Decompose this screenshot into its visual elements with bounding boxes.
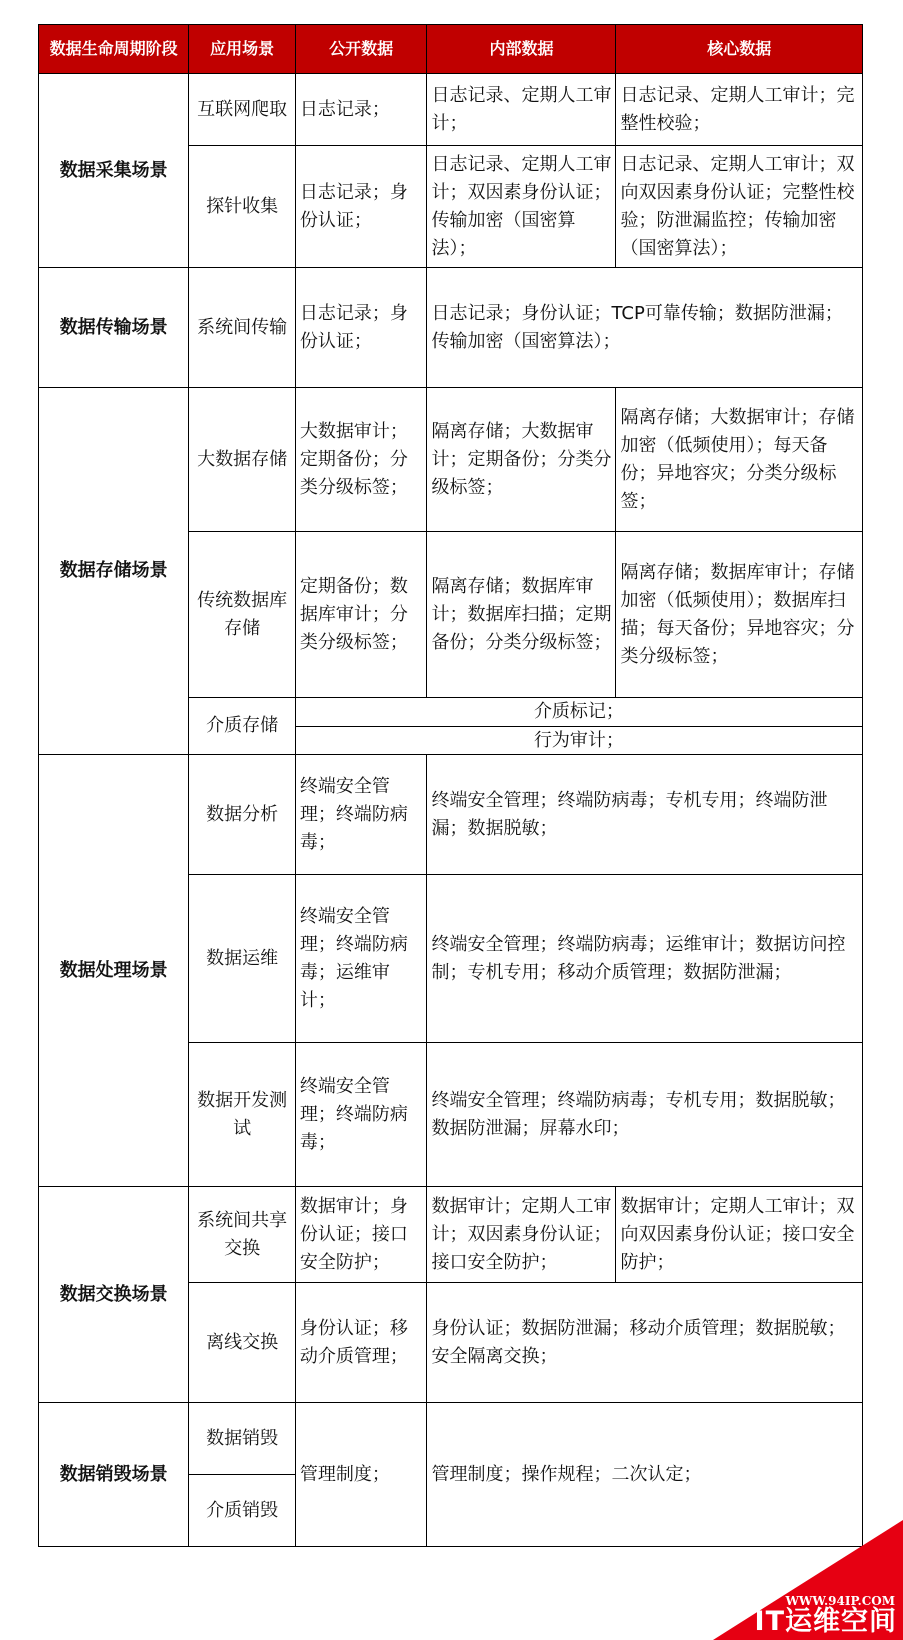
stage-transfer: 数据传输场景 — [39, 268, 189, 388]
table-row — [39, 1403, 863, 1475]
core-cell — [616, 146, 863, 268]
scene-cell: 探针收集 — [189, 146, 296, 268]
public-cell: 身份认证；移动介质管理； — [295, 1283, 427, 1403]
header-public: 公开数据 — [295, 25, 427, 74]
public-cell: 定期备份；数据库审计；分类分级标签； — [295, 532, 427, 698]
header-stage: 数据生命周期阶段 — [39, 25, 189, 74]
scene-cell: 介质存储 — [189, 698, 296, 755]
watermark-url: WWW.94IP.COM — [785, 1594, 895, 1608]
header-internal: 内部数据 — [427, 25, 616, 74]
scene-cell: 数据销毁 — [189, 1403, 296, 1475]
watermark-brand: IT运维空间 — [754, 1606, 897, 1637]
table-row — [39, 755, 863, 875]
stage-exchange: 数据交换场景 — [39, 1187, 189, 1403]
core-cell: 隔离存储；大数据审计；存储加密（低频使用）；每天备份；异地容灾；分类分级标签； — [616, 388, 863, 532]
stage-destroy: 数据销毁场景 — [39, 1403, 189, 1547]
internal-core-cell: 日志记录；身份认证；TCP可靠传输；数据防泄漏；传输加密（国密算法）； — [427, 268, 863, 388]
internal-core-cell: 身份认证；数据防泄漏；移动介质管理；数据脱敏；安全隔离交换； — [427, 1283, 863, 1403]
internal-cell: 隔离存储；数据库审计；数据库扫描；定期备份；分类分级标签； — [427, 532, 616, 698]
header-scene: 应用场景 — [189, 25, 296, 74]
stage-collect: 数据采集场景 — [39, 74, 189, 268]
internal-core-cell: 终端安全管理；终端防病毒；专机专用；数据脱敏；数据防泄漏；屏幕水印； — [427, 1043, 863, 1187]
public-cell: 日志记录； — [295, 74, 427, 146]
scene-cell: 传统数据库存储 — [189, 532, 296, 698]
behavior-audit-cell: 行为审计； — [295, 727, 862, 755]
core-cell-text: 日志记录、定期人工审计；双向双因素身份认证；完整性校验；防泄漏监控；传输加密（国密算法）； — [620, 153, 855, 259]
stage-storage: 数据存储场景 — [39, 388, 189, 755]
internal-core-cell: 管理制度；操作规程；二次认定； — [427, 1403, 863, 1547]
public-cell: 终端安全管理；终端防病毒； — [295, 755, 427, 875]
scene-cell: 互联网爬取 — [189, 74, 296, 146]
public-cell: 数据审计；身份认证；接口安全防护； — [295, 1187, 427, 1283]
scene-cell: 介质销毁 — [189, 1475, 296, 1547]
table-row — [39, 268, 863, 388]
internal-core-cell: 终端安全管理；终端防病毒；运维审计；数据访问控制；专机专用；移动介质管理；数据防泄漏； — [427, 875, 863, 1043]
table-row — [39, 1187, 863, 1283]
public-cell: 大数据审计；定期备份；分类分级标签； — [295, 388, 427, 532]
security-measures-table — [38, 24, 863, 1547]
internal-cell: 日志记录、定期人工审计；双因素身份认证；传输加密（国密算法）； — [427, 146, 616, 268]
public-cell: 终端安全管理；终端防病毒； — [295, 1043, 427, 1187]
core-cell: 数据审计；定期人工审计；双向双因素身份认证；接口安全防护； — [616, 1187, 863, 1283]
scene-cell: 系统间传输 — [189, 268, 296, 388]
core-cell: 日志记录、定期人工审计；完整性校验； — [616, 74, 863, 146]
scene-cell: 数据开发测试 — [189, 1043, 296, 1187]
internal-cell: 日志记录、定期人工审计； — [427, 74, 616, 146]
table-row — [39, 388, 863, 532]
scene-cell: 大数据存储 — [189, 388, 296, 532]
core-cell: 隔离存储；数据库审计；存储加密（低频使用）；数据库扫描；每天备份；异地容灾；分类分级标签； — [616, 532, 863, 698]
table-row — [39, 74, 863, 146]
public-cell: 日志记录；身份认证； — [295, 146, 427, 268]
scene-cell: 离线交换 — [189, 1283, 296, 1403]
stage-process: 数据处理场景 — [39, 755, 189, 1187]
internal-core-cell: 终端安全管理；终端防病毒；专机专用；终端防泄漏；数据脱敏； — [427, 755, 863, 875]
site-watermark — [713, 1520, 903, 1640]
public-cell: 终端安全管理；终端防病毒；运维审计； — [295, 875, 427, 1043]
table-header-row — [39, 25, 863, 74]
internal-cell: 数据审计；定期人工审计；双因素身份认证；接口安全防护； — [427, 1187, 616, 1283]
media-mark-cell: 介质标记； — [295, 698, 862, 727]
scene-cell: 系统间共享交换 — [189, 1187, 296, 1283]
public-cell: 管理制度； — [295, 1403, 427, 1547]
internal-cell: 隔离存储；大数据审计；定期备份；分类分级标签； — [427, 388, 616, 532]
header-core: 核心数据 — [616, 25, 863, 74]
scene-cell: 数据运维 — [189, 875, 296, 1043]
public-cell: 日志记录；身份认证； — [295, 268, 427, 388]
scene-cell: 数据分析 — [189, 755, 296, 875]
